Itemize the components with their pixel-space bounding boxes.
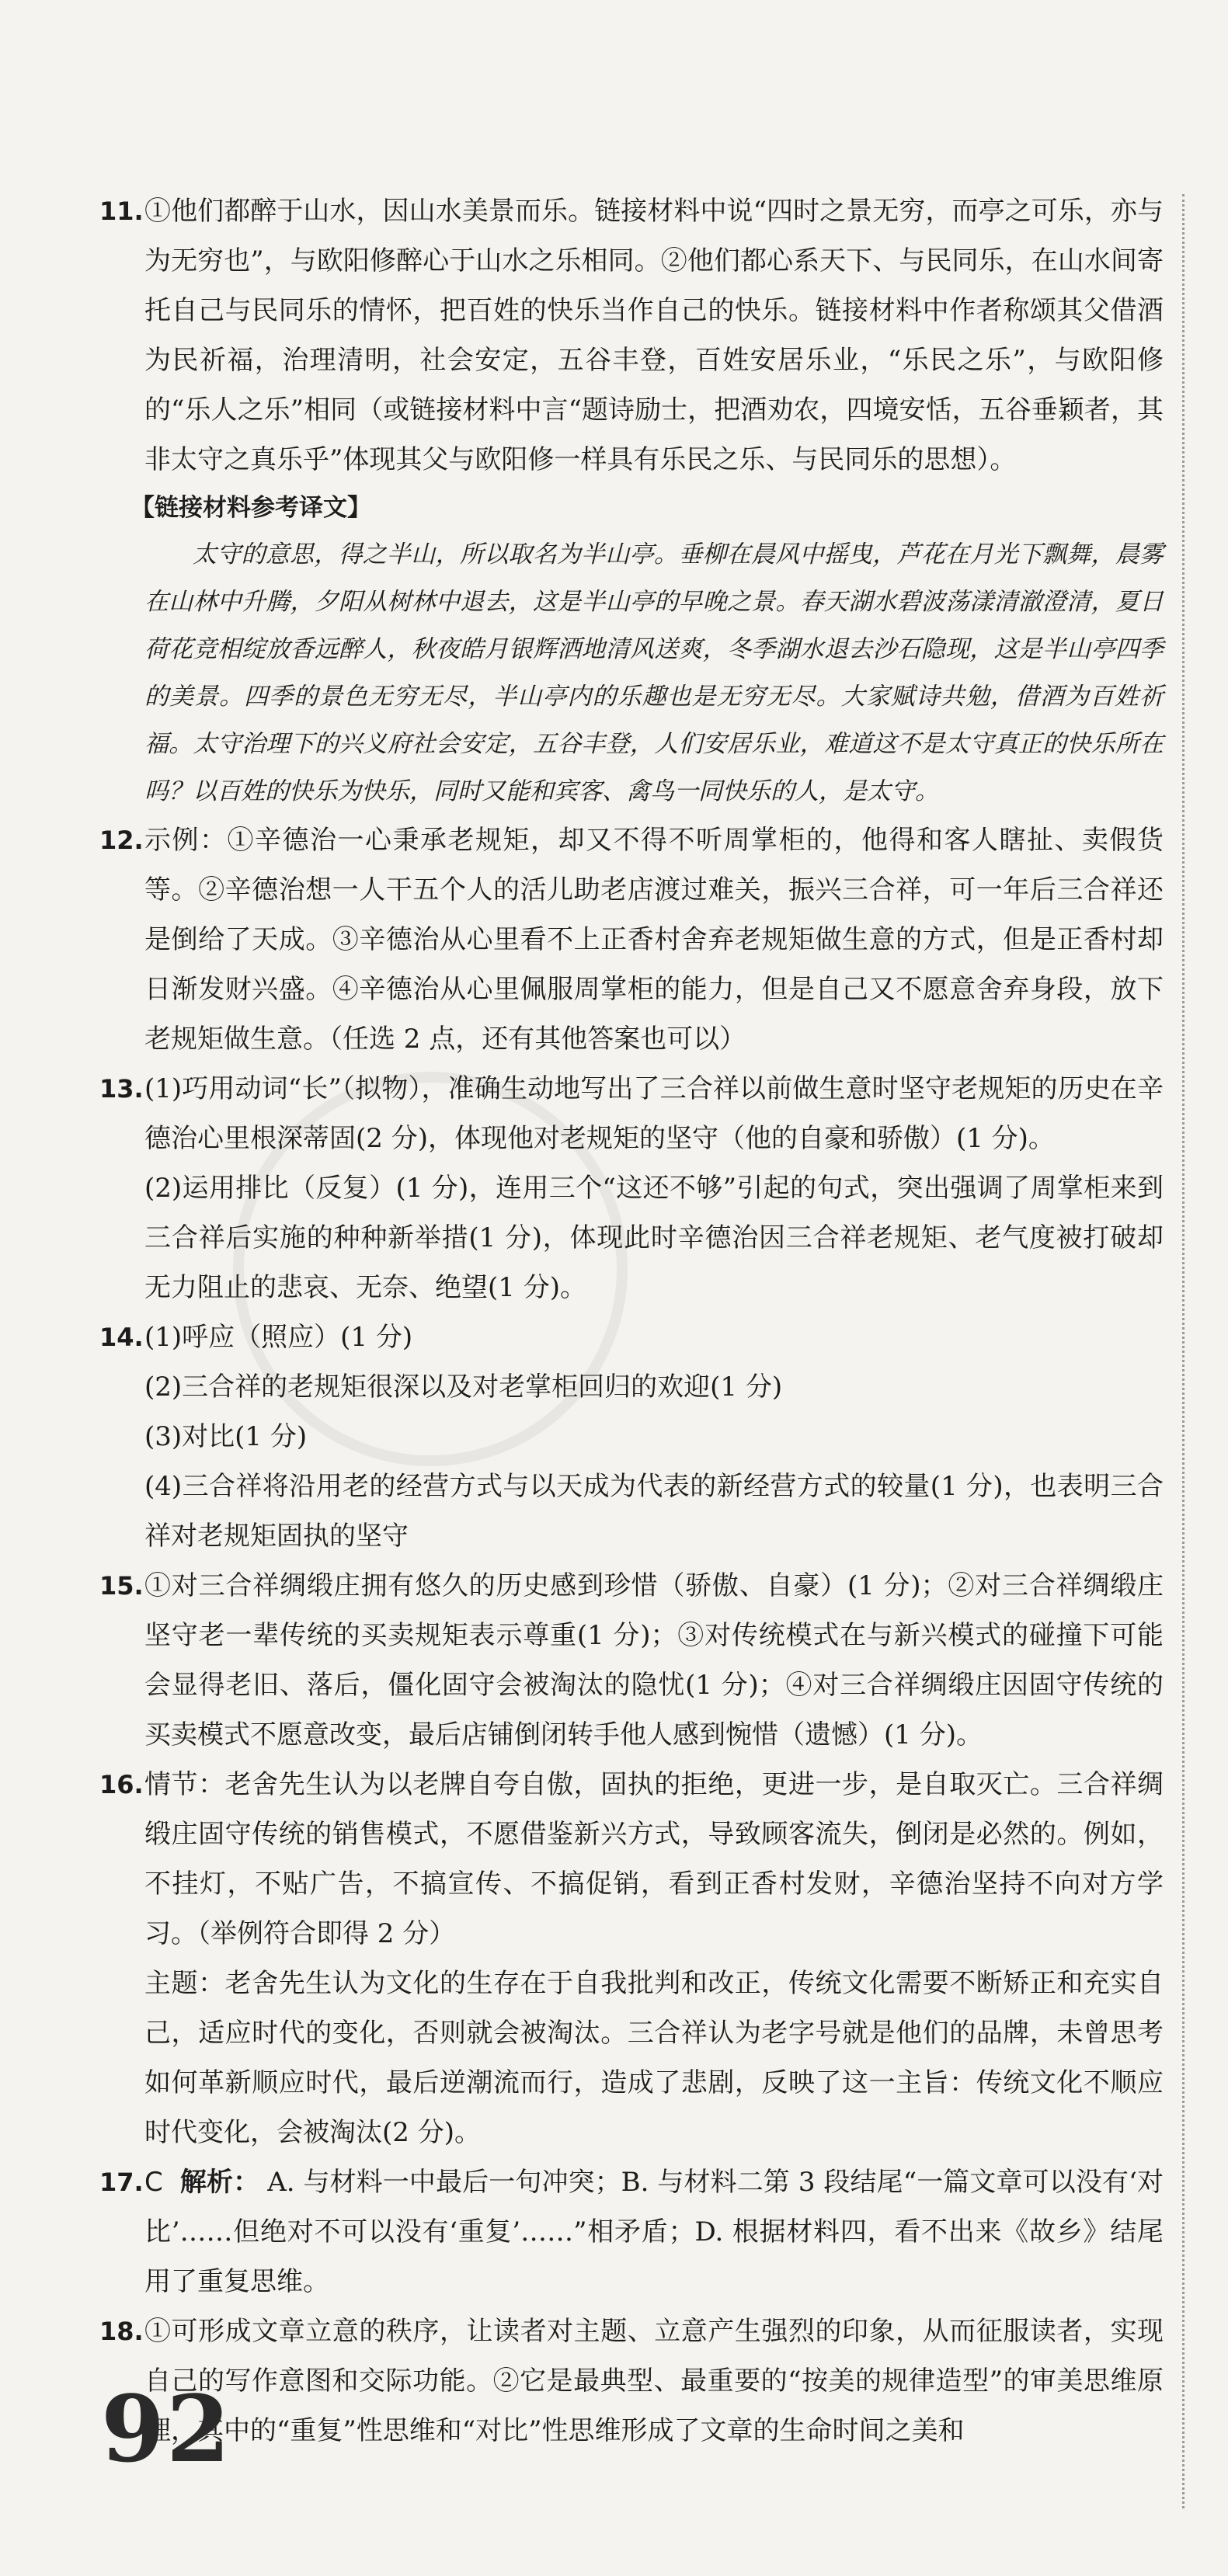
translation-header: 【链接材料参考译文】 [130,494,371,522]
question-number: 16. [99,1770,144,1799]
answer-choice: C [144,2167,163,2198]
analysis-text: A. 与材料一中最后一句冲突；B. 与材料二第 3 段结尾“一篇文章可以没有‘对比’……但绝对不可以没有‘重复’……”相矛盾；D. 根据材料四，看不出来《故乡》结尾用了重复思维。 [144,2167,1164,2297]
page-number: 92 [101,2375,232,2483]
question-11 [99,186,1164,485]
answer-part-3: (3)对比(1 分) [144,1421,308,1452]
question-15 [99,1561,1164,1760]
question-number: 17. [99,2168,144,2197]
answer-content [99,186,1164,2456]
answer-part-4: (4)三合祥将沿用老的经营方式与以天成为代表的新经营方式的较量(1 分)，也表明三合祥对老规矩固执的坚守 [144,1471,1164,1552]
question-number: 11. [99,196,144,226]
question-number: 12. [99,826,144,855]
answer-text: ①他们都醉于山水，因山水美景而乐。链接材料中说“四时之景无穷，而亭之可乐，亦与为无穷也”，与欧阳修醉心于山水之乐相同。②他们都心系天下、与民同乐，在山水间寄托自己与民同乐的情怀，把百姓的快乐当作自己的快乐。链接材料中作者称颂其父借酒为民祈福，治理清明，社会安定，五谷丰登，百姓安居乐业，“乐民之乐”，与欧阳修的“乐人之乐”相同（或链接材料中言“题诗励士，把酒劝农，四境安恬，五谷垂颖者，其非太守之真乐乎”体现其父与欧阳修一样具有乐民之乐、与民同乐的思想）。 [144,196,1164,475]
analysis-label: 解析： [179,2167,260,2198]
question-13 [99,1064,1164,1312]
answer-plot: 情节：老舍先生认为以老牌自夸自傲，固执的拒绝，更进一步，是自取灭亡。三合祥绸缎庄固守传统的销售模式，不愿借鉴新兴方式，导致顾客流失，倒闭是必然的。例如，不挂灯，不贴广告，不搞宣传、不搞促销，看到正香村发财，辛德治坚持不向对方学习。（举例符合即得 2 分） [144,1769,1164,1949]
question-18 [99,2307,1164,2456]
question-number: 18. [99,2317,144,2346]
answer-part-1: (1)呼应（照应）(1 分) [144,1322,413,1353]
binding-dotted-line [1182,194,1185,2508]
question-number: 15. [99,1571,144,1601]
question-number: 14. [99,1323,144,1352]
question-16 [99,1760,1164,2157]
answer-text: 示例：①辛德治一心秉承老规矩，却又不得不听周掌柜的，他得和客人瞎扯、卖假货等。②辛德治想一人干五个人的活儿助老店渡过难关，振兴三合祥，可一年后三合祥还是倒给了天成。③辛德治从心里看不上正香村舍弃老规矩做生意的方式，但是正香村却日渐发财兴盛。④辛德治从心里佩服周掌柜的能力，但是自己又不愿意舍弃身段，放下老规矩做生意。（任选 2 点，还有其他答案也可以） [144,825,1164,1055]
answer-text: ①对三合祥绸缎庄拥有悠久的历史感到珍惜（骄傲、自豪）(1 分)；②对三合祥绸缎庄坚守老一辈传统的买卖规矩表示尊重(1 分)；③对传统模式在与新兴模式的碰撞下可能会显得老旧、落后，僵化固守会被淘汰的隐忧(1 分)；④对三合祥绸缎庄因固守传统的买卖模式不愿意改变，最后店铺倒闭转手他人感到惋惜（遗憾）(1 分)。 [144,1570,1164,1750]
answer-part-1: (1)巧用动词“长”（拟物），准确生动地写出了三合祥以前做生意时坚守老规矩的历史在辛德治心里根深蒂固(2 分)，体现他对老规矩的坚守（他的自豪和骄傲）(1 分)。 [144,1073,1164,1154]
answer-theme: 主题：老舍先生认为文化的生存在于自我批判和改正，传统文化需要不断矫正和充实自己，适应时代的变化，否则就会被淘汰。三合祥认为老字号就是他们的品牌，未曾思考如何革新顺应时代，最后逆潮流而行，造成了悲剧，反映了这一主旨：传统文化不顺应时代变化，会被淘汰(2 分)。 [144,1968,1164,2148]
question-14 [99,1312,1164,1561]
answer-part-2: (2)三合祥的老规矩很深以及对老掌柜回归的欢迎(1 分) [144,1371,783,1403]
answer-part-2: (2)运用排比（反复）(1 分)，连用三个“这还不够”引起的句式，突出强调了周掌柜来到三合祥后实施的种种新举措(1 分)，体现此时辛德治因三合祥老规矩、老气度被打破却无力阻止的悲哀、无奈、绝望(1 分)。 [144,1173,1164,1303]
translation-text: 太守的意思，得之半山，所以取名为半山亭。垂柳在晨风中摇曳，芦花在月光下飘舞，晨雾在山林中升腾，夕阳从树林中退去，这是半山亭的早晚之景。春天湖水碧波荡漾清澈澄清，夏日荷花竞相绽放香远醉人，秋夜皓月银辉洒地清风送爽，冬季湖水退去沙石隐现，这是半山亭四季的美景。四季的景色无穷无尽，半山亭内的乐趣也是无穷无尽。大家赋诗共勉，借酒为百姓祈福。太守治理下的兴义府社会安定，五谷丰登，人们安居乐业，难道这不是太守真正的快乐所在吗？以百姓的快乐为快乐，同时又能和宾客、禽鸟一同快乐的人，是太守。 [144,541,1164,805]
question-17 [99,2157,1164,2307]
answer-text: ①可形成文章立意的秩序，让读者对主题、立意产生强烈的印象，从而征服读者，实现自己的写作意图和交际功能。②它是最典型、最重要的“按美的规律造型”的审美思维原理，其中的“重复”性思维和“对比”性思维形成了文章的生命时间之美和 [144,2316,1164,2446]
question-number: 13. [99,1074,144,1104]
question-12 [99,815,1164,1064]
